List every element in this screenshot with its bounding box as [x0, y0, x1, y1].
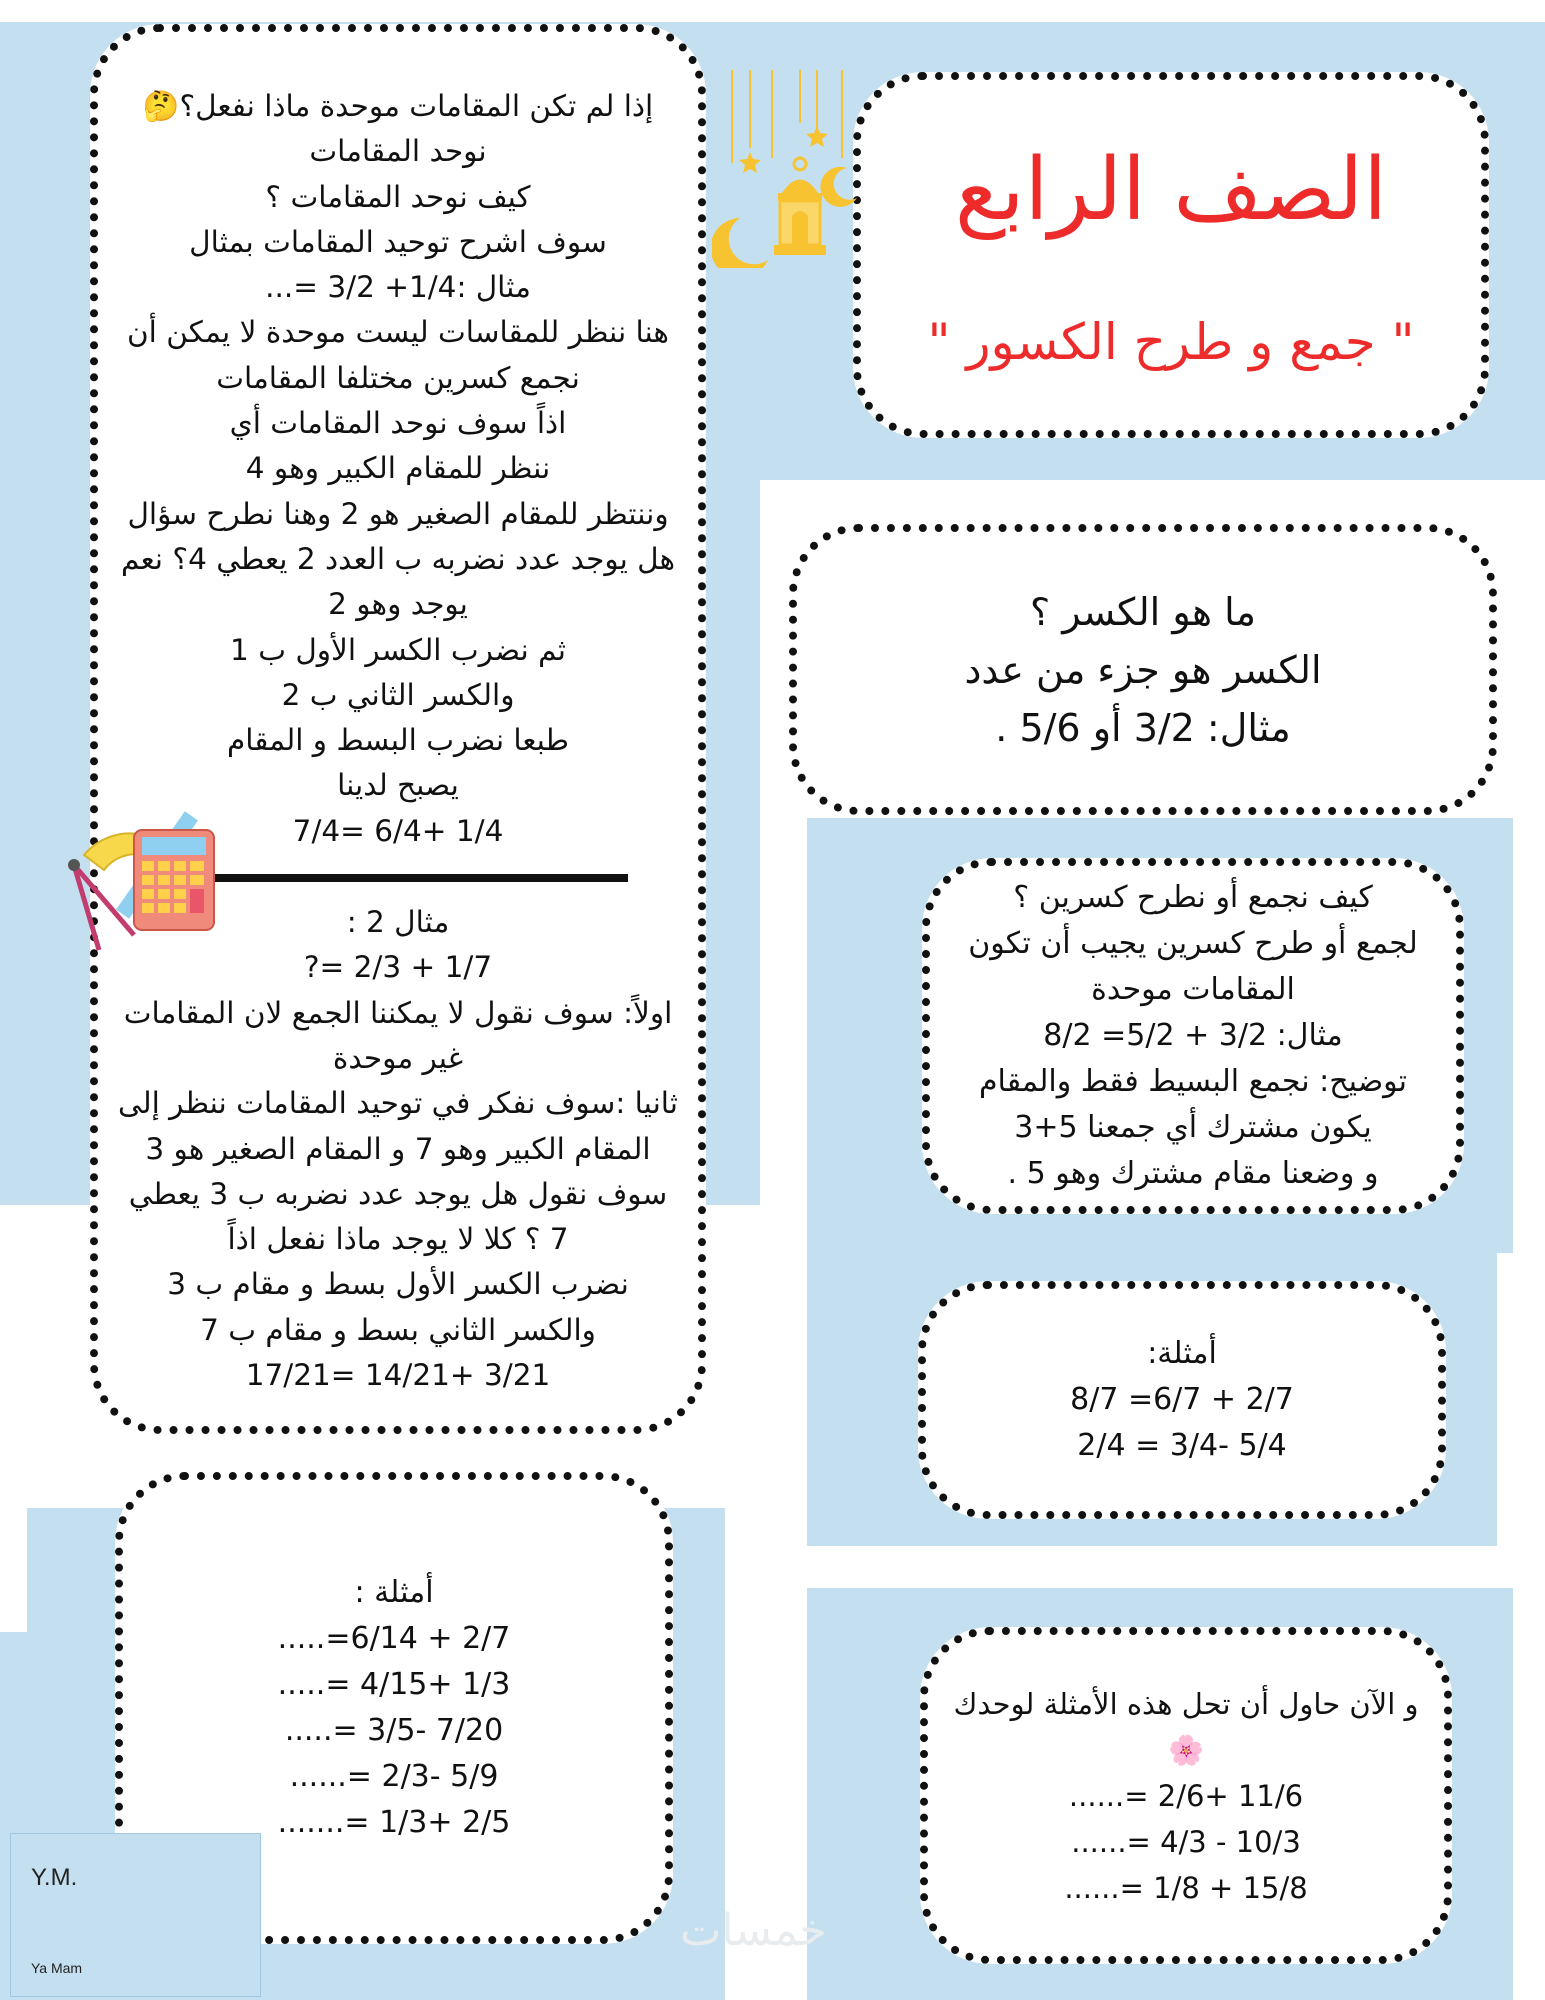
title-grade: الصف الرابع	[954, 140, 1388, 241]
section-divider	[168, 874, 628, 882]
exercise-line: 11/6 +2/6 =......	[1068, 1778, 1304, 1813]
example2-line: المقام الكبير وهو 7 و المقام الصغير هو 3	[145, 1131, 651, 1166]
explanation-line: نوحد المقامات	[309, 134, 487, 169]
signature-box	[10, 1833, 261, 1997]
explanation-line: اذاً سوف نوحد المقامات أي	[229, 406, 567, 441]
explanation-line: يصبح لدينا	[337, 768, 459, 803]
exercise-line: 10/3 - 4/3 =......	[1071, 1824, 1301, 1859]
title-topic: " جمع و طرح الكسور "	[927, 312, 1415, 371]
explanation-line: إذا لم تكن المقامات موحدة ماذا نفعل؟🤔	[142, 89, 654, 123]
exercise-line: 2/7 + 6/14=.....	[277, 1621, 511, 1656]
flower-icon: 🌸	[1167, 1732, 1205, 1767]
how-line: و وضعنا مقام مشترك وهو 5 .	[1007, 1156, 1379, 1191]
examples-heading: أمثلة :	[354, 1575, 434, 1610]
explanation-line: كيف نوحد المقامات ؟	[265, 179, 531, 214]
exercise-line: 7/20 -3/5 =.....	[284, 1713, 504, 1748]
example2-line: نضرب الكسر الأول بسط و مقام ب 3	[167, 1267, 629, 1302]
explanation-line: 1/4 +6/4 =7/4	[292, 813, 504, 848]
example2-line: ثانيا :سوف نفكر في توحيد المقامات ننظر إلى	[118, 1086, 678, 1121]
try-instruction: و الآن حاول أن تحل هذه الأمثلة لوحدك	[953, 1686, 1419, 1721]
watermark-logo: خمسات	[680, 1905, 827, 1956]
explanation-line: طبعا نضرب البسط و المقام	[227, 723, 570, 758]
example-line: 2/7 + 6/7= 8/7	[1070, 1382, 1294, 1417]
fraction-question: ما هو الكسر ؟	[1030, 589, 1256, 634]
how-line: لجمع أو طرح كسرين يجيب أن تكون	[968, 926, 1418, 961]
signature-initials: Y.M.	[31, 1864, 78, 1891]
how-to-add-card	[922, 858, 1464, 1214]
how-line: مثال: 3/2 + 5/2= 8/2	[1043, 1018, 1343, 1053]
how-line: المقامات موحدة	[1091, 972, 1295, 1007]
signature-name: Ya Mam	[31, 1960, 83, 1976]
calculator-icon	[54, 795, 224, 955]
exercise-line: 15/8 + 1/8 =......	[1064, 1870, 1308, 1905]
explanation-line: هل يوجد عدد نضربه ب العدد 2 يعطي 4؟ نعم	[120, 541, 676, 576]
example2-line: والكسر الثاني بسط و مقام ب 7	[200, 1312, 596, 1347]
explanation-line: وننتظر للمقام الصغير هو 2 وهنا نطرح سؤال	[127, 496, 669, 531]
exercise-line: 2/5 +1/3 =.......	[277, 1805, 511, 1840]
ramadan-lantern-icon	[712, 68, 862, 268]
example2-line: مثال 2 :	[346, 905, 450, 940]
explanation-line: ثم نضرب الكسر الأول ب 1	[230, 632, 566, 667]
explanation-line: والكسر الثاني ب 2	[281, 677, 515, 712]
example2-line: سوف نقول هل يوجد عدد نضربه ب 3 يعطي	[128, 1176, 668, 1211]
try-yourself-card	[920, 1627, 1452, 1964]
what-is-fraction-card	[789, 524, 1497, 815]
example-line: 5/4 -3/4 = 2/4	[1077, 1428, 1287, 1463]
explanation-line: سوف اشرح توحيد المقامات بمثال	[189, 224, 607, 259]
explanation-line: هنا ننظر للمقاسات ليست موحدة لا يمكن أن	[127, 315, 669, 350]
explanation-line: ننظر للمقام الكبير وهو 4	[245, 451, 551, 486]
explanation-line: يوجد وهو 2	[328, 587, 468, 622]
exercise-line: 1/3 +4/15 =.....	[277, 1667, 511, 1702]
explanation-line: مثال :1/4+ 3/2 =...	[265, 270, 531, 305]
example2-line: 1/7 + 2/3 =?	[303, 950, 493, 985]
example2-line: 3/21 +14/21 =17/21	[245, 1358, 551, 1393]
how-line: كيف نجمع أو نطرح كسرين ؟	[1013, 880, 1373, 915]
examples-heading: أمثلة:	[1147, 1336, 1217, 1371]
example2-line: 7 ؟ كلا لا يوجد ماذا نفعل اذاً	[227, 1222, 569, 1257]
unlike-denominators-card	[90, 24, 706, 1434]
examples-card-1	[918, 1281, 1446, 1519]
explanation-line: نجمع كسرين مختلفا المقامات	[216, 360, 580, 395]
fraction-example: مثال: 3/2 أو 5/6 .	[995, 705, 1291, 750]
example2-line: غير موحدة	[332, 1040, 464, 1075]
fraction-definition: الكسر هو جزء من عدد	[964, 647, 1322, 692]
example2-line: اولاً: سوف نقول لا يمكننا الجمع لان المقامات	[123, 995, 673, 1030]
exercise-line: 5/9 -2/3 =......	[289, 1759, 499, 1794]
title-card	[853, 72, 1489, 438]
how-line: يكون مشترك أي جمعنا 5+3	[1014, 1110, 1372, 1145]
how-line: توضيح: نجمع البسيط فقط والمقام	[978, 1064, 1408, 1099]
